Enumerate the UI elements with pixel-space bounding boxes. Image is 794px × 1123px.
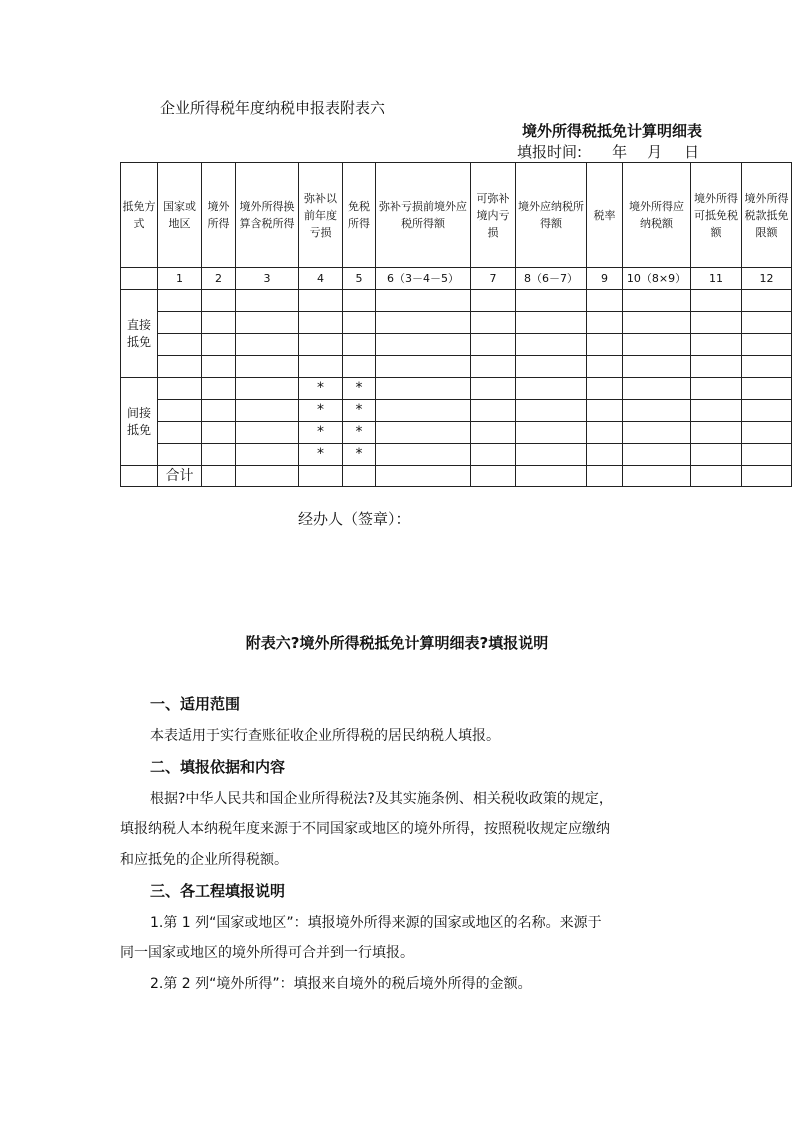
table-cell[interactable] xyxy=(158,400,202,422)
table-row xyxy=(121,422,792,444)
table-cell[interactable] xyxy=(158,378,202,400)
header-domestic-loss: 可弥补境内亏损 xyxy=(471,163,516,268)
table-cell[interactable] xyxy=(587,334,623,356)
star-mark: * xyxy=(343,400,376,422)
table-cell[interactable] xyxy=(471,466,516,487)
table-cell[interactable] xyxy=(158,444,202,466)
header-prior-loss: 弥补以前年度亏损 xyxy=(299,163,343,268)
basis-text-line2: 填报纳税人本纳税年度来源于不同国家或地区的境外所得，按照税收规定应缴纳 xyxy=(120,821,610,837)
table-cell[interactable] xyxy=(236,312,299,334)
col-number: 8（6－7） xyxy=(516,268,587,290)
item2-line1: 2.第 2 列“境外所得”：填报来自境外的税后境外所得的金额。 xyxy=(150,976,532,992)
table-cell xyxy=(121,268,158,290)
table-cell[interactable] xyxy=(343,312,376,334)
table-cell[interactable] xyxy=(202,400,236,422)
table-cell[interactable] xyxy=(623,466,691,487)
col-number: 9 xyxy=(587,268,623,290)
col-number: 3 xyxy=(236,268,299,290)
col-number: 4 xyxy=(299,268,343,290)
basis-text-line3: 和应抵免的企业所得税额。 xyxy=(120,852,288,868)
table-cell[interactable] xyxy=(691,356,742,378)
table-cell[interactable] xyxy=(202,334,236,356)
table-cell[interactable] xyxy=(158,422,202,444)
table-cell[interactable] xyxy=(516,466,587,487)
table-cell[interactable] xyxy=(691,378,742,400)
table-cell[interactable] xyxy=(471,378,516,400)
table-cell[interactable] xyxy=(691,444,742,466)
table-cell[interactable] xyxy=(236,356,299,378)
fill-date xyxy=(517,141,699,162)
table-cell[interactable] xyxy=(376,290,471,312)
column-number-row xyxy=(121,268,792,290)
table-row xyxy=(121,378,792,400)
table-cell[interactable] xyxy=(623,444,691,466)
table-row xyxy=(121,356,792,378)
table-cell[interactable] xyxy=(376,356,471,378)
form-subtitle: 企业所得税年度纳税申报表附表六 xyxy=(160,99,386,117)
table-cell[interactable] xyxy=(236,400,299,422)
header-country: 国家或地区 xyxy=(158,163,202,268)
col-number: 7 xyxy=(471,268,516,290)
star-mark: * xyxy=(299,444,343,466)
table-cell[interactable] xyxy=(376,422,471,444)
date-day: 日 xyxy=(684,143,700,161)
section-heading-items: 三、各工程填报说明 xyxy=(150,882,286,900)
table-cell[interactable] xyxy=(236,378,299,400)
table-cell[interactable] xyxy=(691,466,742,487)
section-heading-scope: 一、适用范围 xyxy=(150,695,241,713)
table-cell[interactable] xyxy=(343,356,376,378)
star-mark: * xyxy=(299,400,343,422)
col-number: 5 xyxy=(343,268,376,290)
table-cell[interactable] xyxy=(623,312,691,334)
table-cell[interactable] xyxy=(299,312,343,334)
table-cell[interactable] xyxy=(376,378,471,400)
table-cell[interactable] xyxy=(202,444,236,466)
table-row xyxy=(121,334,792,356)
star-mark: * xyxy=(343,378,376,400)
table-cell[interactable] xyxy=(623,400,691,422)
section-heading-basis: 二、填报依据和内容 xyxy=(150,758,286,776)
table-cell[interactable] xyxy=(299,334,343,356)
table-cell[interactable] xyxy=(516,400,587,422)
table-cell[interactable] xyxy=(587,466,623,487)
table-cell xyxy=(121,466,158,487)
col-number: 6（3－4－5） xyxy=(376,268,471,290)
indirect-credit-label: 间接抵免 xyxy=(121,378,158,466)
table-cell[interactable] xyxy=(691,422,742,444)
table-cell[interactable] xyxy=(742,378,792,400)
table-cell[interactable] xyxy=(623,290,691,312)
table-cell[interactable] xyxy=(691,400,742,422)
star-mark: * xyxy=(343,422,376,444)
table-cell[interactable] xyxy=(623,422,691,444)
table-cell[interactable] xyxy=(742,444,792,466)
table-cell[interactable] xyxy=(158,290,202,312)
header-method: 抵免方式 xyxy=(121,163,158,268)
table-cell[interactable] xyxy=(236,422,299,444)
table-cell[interactable] xyxy=(691,290,742,312)
table-cell[interactable] xyxy=(742,466,792,487)
table-cell[interactable] xyxy=(516,356,587,378)
table-row xyxy=(121,312,792,334)
header-taxable-before-loss: 弥补亏损前境外应税所得额 xyxy=(376,163,471,268)
table-cell[interactable] xyxy=(376,444,471,466)
table-cell[interactable] xyxy=(343,290,376,312)
table-cell[interactable] xyxy=(471,312,516,334)
table-cell[interactable] xyxy=(202,378,236,400)
table-cell[interactable] xyxy=(471,334,516,356)
table-cell[interactable] xyxy=(202,290,236,312)
table-cell[interactable] xyxy=(691,312,742,334)
table-cell[interactable] xyxy=(471,356,516,378)
table-cell[interactable] xyxy=(376,312,471,334)
signer-label: 经办人（签章）： xyxy=(298,510,411,528)
table-row xyxy=(121,400,792,422)
header-creditable-tax: 境外所得可抵免税额 xyxy=(691,163,742,268)
table-cell[interactable] xyxy=(376,334,471,356)
table-cell[interactable] xyxy=(587,378,623,400)
header-grossed-income: 境外所得换算含税所得 xyxy=(236,163,299,268)
star-mark: * xyxy=(299,378,343,400)
table-cell[interactable] xyxy=(202,356,236,378)
table-cell[interactable] xyxy=(202,312,236,334)
table-cell[interactable] xyxy=(742,356,792,378)
table-cell[interactable] xyxy=(623,334,691,356)
col-number: 10（8×9） xyxy=(623,268,691,290)
col-number: 1 xyxy=(158,268,202,290)
header-exempt-income: 免税所得 xyxy=(343,163,376,268)
table-row xyxy=(121,444,792,466)
table-cell[interactable] xyxy=(516,334,587,356)
direct-credit-label: 直接抵免 xyxy=(121,290,158,378)
table-cell[interactable] xyxy=(236,334,299,356)
table-cell[interactable] xyxy=(587,312,623,334)
table-cell[interactable] xyxy=(376,466,471,487)
table-cell[interactable] xyxy=(587,422,623,444)
table-cell[interactable] xyxy=(471,444,516,466)
table-cell[interactable] xyxy=(158,334,202,356)
form-title: 境外所得税抵免计算明细表 xyxy=(522,122,703,140)
table-cell[interactable] xyxy=(587,356,623,378)
col-number: 12 xyxy=(742,268,792,290)
table-cell[interactable] xyxy=(202,422,236,444)
table-cell[interactable] xyxy=(742,312,792,334)
table-cell[interactable] xyxy=(236,466,299,487)
date-month: 月 xyxy=(647,143,663,161)
table-cell[interactable] xyxy=(742,422,792,444)
item1-line2: 同一国家或地区的境外所得可合并到一行填报。 xyxy=(120,945,414,961)
table-cell[interactable] xyxy=(742,290,792,312)
table-cell[interactable] xyxy=(516,444,587,466)
table-cell[interactable] xyxy=(587,400,623,422)
header-taxable-income: 境外应纳税所得额 xyxy=(516,163,587,268)
table-cell[interactable] xyxy=(299,356,343,378)
table-cell[interactable] xyxy=(587,290,623,312)
header-credit-limit: 境外所得税款抵免限额 xyxy=(742,163,792,268)
table-cell[interactable] xyxy=(623,356,691,378)
table-cell[interactable] xyxy=(516,422,587,444)
total-label: 合计 xyxy=(158,466,202,487)
header-tax-rate: 税率 xyxy=(587,163,623,268)
total-row xyxy=(121,466,792,487)
table-cell[interactable] xyxy=(471,290,516,312)
table-cell[interactable] xyxy=(587,444,623,466)
col-number: 2 xyxy=(202,268,236,290)
date-year: 年 xyxy=(612,143,628,161)
table-cell[interactable] xyxy=(343,334,376,356)
item1-line1: 1.第 1 列“国家或地区”：填报境外所得来源的国家或地区的名称。来源于 xyxy=(150,915,602,931)
basis-text-line1: 根据?中华人民共和国企业所得税法?及其实施条例、相关税收政策的规定， xyxy=(150,791,613,807)
table-cell[interactable] xyxy=(742,400,792,422)
table-cell[interactable] xyxy=(742,334,792,356)
star-mark: * xyxy=(299,422,343,444)
table-cell[interactable] xyxy=(202,466,236,487)
foreign-tax-credit-table xyxy=(120,162,792,487)
col-number: 11 xyxy=(691,268,742,290)
table-cell[interactable] xyxy=(158,356,202,378)
notes-title: 附表六?境外所得税抵免计算明细表?填报说明 xyxy=(245,634,549,652)
table-cell[interactable] xyxy=(236,290,299,312)
table-cell[interactable] xyxy=(376,400,471,422)
header-foreign-income: 境外所得 xyxy=(202,163,236,268)
table-cell[interactable] xyxy=(516,378,587,400)
table-cell[interactable] xyxy=(516,290,587,312)
scope-text: 本表适用于实行查账征收企业所得税的居民纳税人填报。 xyxy=(150,728,500,744)
header-row xyxy=(121,163,792,268)
table-cell[interactable] xyxy=(299,466,343,487)
table-cell[interactable] xyxy=(516,312,587,334)
table-cell[interactable] xyxy=(471,400,516,422)
table-cell[interactable] xyxy=(623,378,691,400)
table-row xyxy=(121,290,792,312)
date-label: 填报时间: xyxy=(517,143,583,161)
table-cell[interactable] xyxy=(236,444,299,466)
header-tax-payable: 境外所得应纳税额 xyxy=(623,163,691,268)
table-cell[interactable] xyxy=(343,466,376,487)
table-cell[interactable] xyxy=(299,290,343,312)
table-cell[interactable] xyxy=(158,312,202,334)
star-mark: * xyxy=(343,444,376,466)
table-cell[interactable] xyxy=(691,334,742,356)
table-cell[interactable] xyxy=(471,422,516,444)
